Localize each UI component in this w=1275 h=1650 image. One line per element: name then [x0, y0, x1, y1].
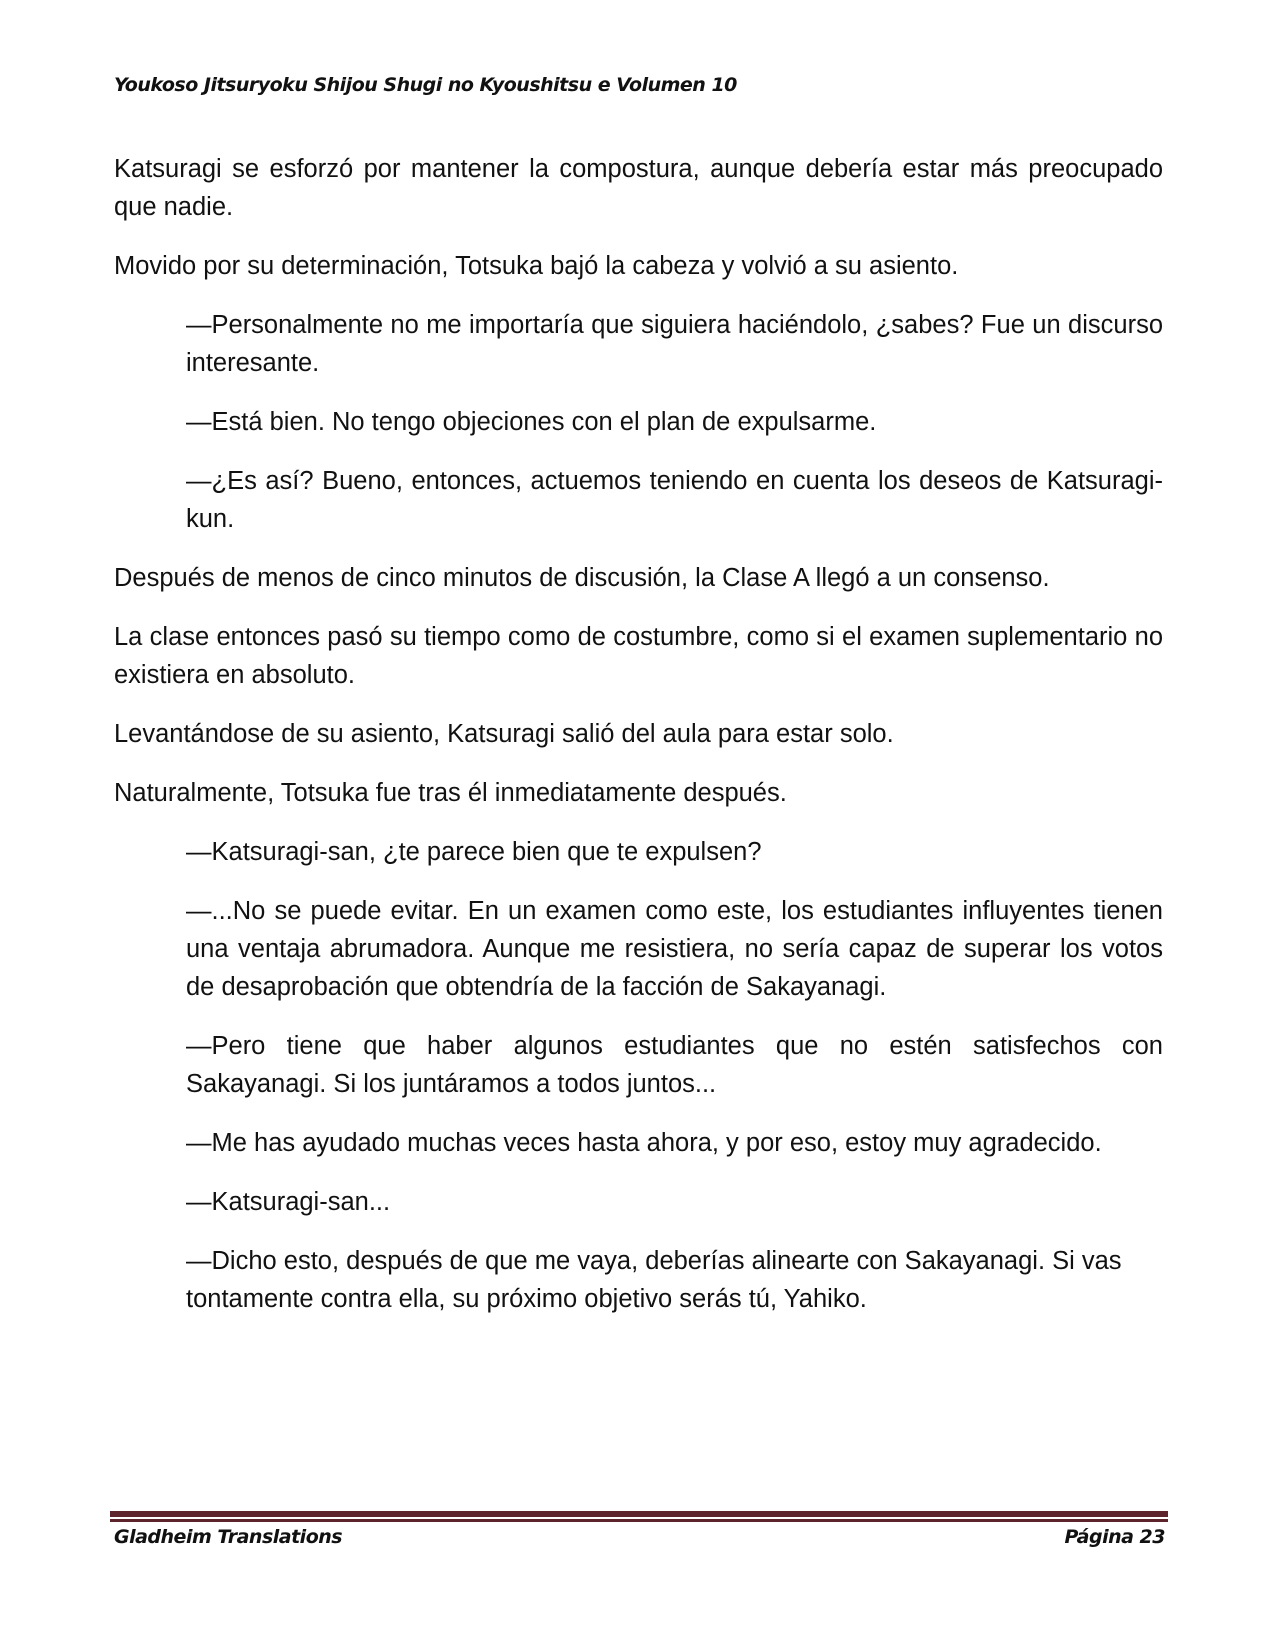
dialogue-paragraph: —...No se puede evitar. En un examen como este, los estudiantes influyentes tienen una ventaja abrumadora. Aunque me resistiera, no sería capaz de superar los votos de desaprobación que obtendría de la facción de Sakayanagi. [186, 897, 1163, 1001]
dialogue-paragraph: —Dicho esto, después de que me vaya, deberías alinearte con Sakayanagi. Si vas tontamente contra ella, su próximo objetivo serás tú, Yahiko. [186, 1247, 1122, 1313]
paragraph: Después de menos de cinco minutos de discusión, la Clase A llegó a un consenso. [114, 564, 1050, 592]
paragraph: La clase entonces pasó su tiempo como de costumbre, como si el examen suplementario no existiera en absoluto. [114, 623, 1163, 689]
dialogue-paragraph: —Personalmente no me importaría que siguiera haciéndolo, ¿sabes? Fue un discurso interesante. [186, 311, 1163, 377]
page-number: Página 23 [1064, 1526, 1165, 1548]
paragraph: Naturalmente, Totsuka fue tras él inmediatamente después. [114, 779, 787, 807]
page-body [114, 150, 1163, 1339]
running-header: Youkoso Jitsuryoku Shijou Shugi no Kyoushitsu e Volumen 10 [114, 74, 737, 96]
dialogue-paragraph: —¿Es así? Bueno, entonces, actuemos teniendo en cuenta los deseos de Katsuragi-kun. [186, 467, 1163, 533]
dialogue-paragraph: —Me has ayudado muchas veces hasta ahora, y por eso, estoy muy agradecido. [186, 1129, 1102, 1157]
dialogue-paragraph: —Está bien. No tengo objeciones con el plan de expulsarme. [186, 408, 877, 436]
paragraph: Katsuragi se esforzó por mantener la compostura, aunque debería estar más preocupado que nadie. [114, 155, 1163, 221]
dialogue-paragraph: —Pero tiene que haber algunos estudiantes que no estén satisfechos con Sakayanagi. Si los juntáramos a todos juntos... [186, 1032, 1163, 1098]
dialogue-paragraph: —Katsuragi-san... [186, 1188, 391, 1216]
dialogue-paragraph: —Katsuragi-san, ¿te parece bien que te expulsen? [186, 838, 762, 866]
footer-credit: Gladheim Translations [114, 1526, 343, 1548]
paragraph: Movido por su determinación, Totsuka bajó la cabeza y volvió a su asiento. [114, 252, 959, 280]
footer-rule [110, 1511, 1168, 1519]
paragraph: Levantándose de su asiento, Katsuragi salió del aula para estar solo. [114, 720, 894, 748]
